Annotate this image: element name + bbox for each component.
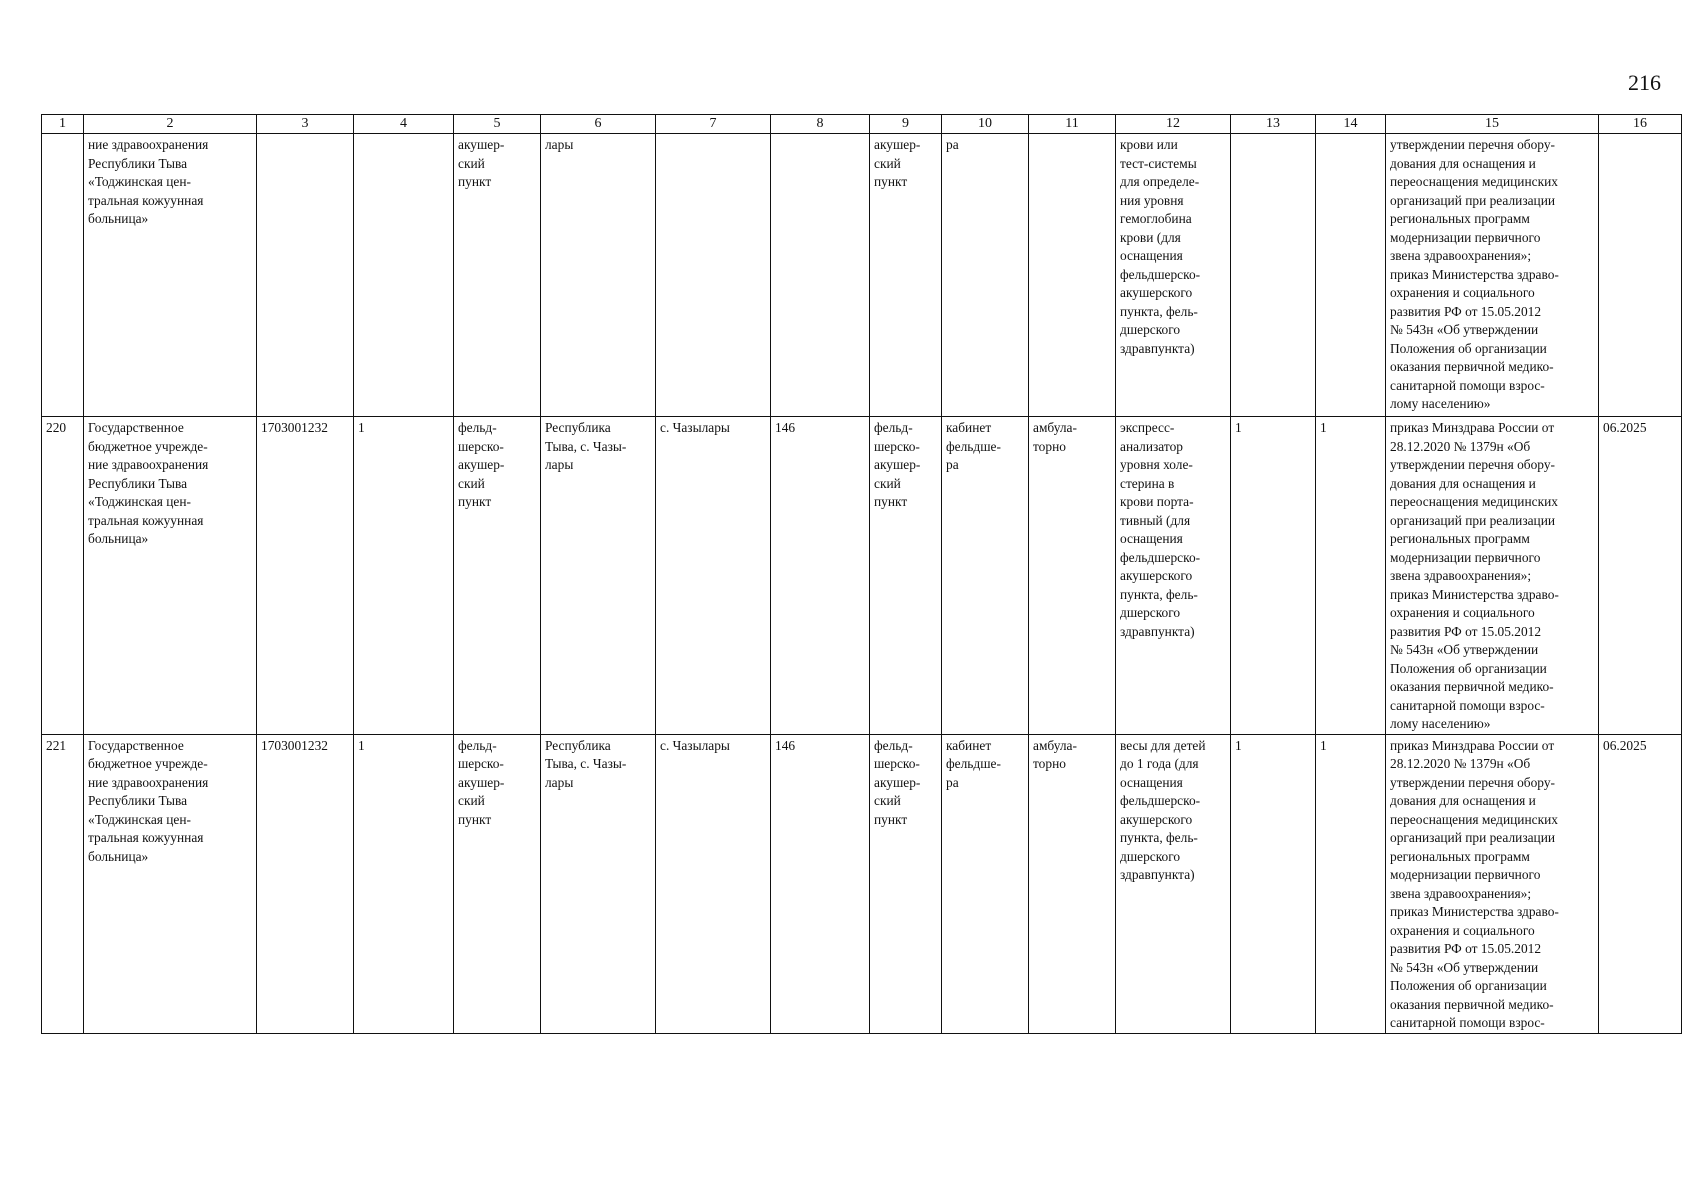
column-header: 10 — [942, 115, 1029, 134]
quantity-cell: 1 — [1316, 734, 1386, 1033]
row-number-cell — [42, 134, 84, 417]
equipment-cell: крови или тест-системы для определе- ния уровня гемоглобина крови (для оснащения фельдшерско- акушерского пункта, фель- дшерского здравпункта) — [1116, 134, 1231, 417]
address-cell: лары — [541, 134, 656, 417]
table-row-continuation — [42, 134, 1682, 417]
address-cell: Республика Тыва, с. Чазы- лары — [541, 417, 656, 735]
settlement-cell: с. Чазылары — [656, 734, 771, 1033]
column-header: 9 — [870, 115, 942, 134]
count-cell: 1 — [354, 734, 454, 1033]
population-cell: 146 — [771, 734, 870, 1033]
column-header: 14 — [1316, 115, 1386, 134]
subdivision-cell: фельд- шерско- акушер- ский пункт — [870, 417, 942, 735]
inn-cell — [257, 134, 354, 417]
count-cell — [354, 134, 454, 417]
unit-type-cell: акушер- ский пункт — [454, 134, 541, 417]
inn-cell: 1703001232 — [257, 417, 354, 735]
column-header: 2 — [84, 115, 257, 134]
column-header: 15 — [1386, 115, 1599, 134]
unit-type-cell: фельд- шерско- акушер- ский пункт — [454, 417, 541, 735]
page-number: 216 — [1628, 70, 1661, 95]
column-header: 6 — [541, 115, 656, 134]
legal-basis-cell: приказ Минздрава России от 28.12.2020 № 1379н «Об утверждении перечня обору- дования для оснащения и переоснащения медицинских организаций при реализации региональных программ модернизации первичного звена здравоохранения»; приказ Министерства здраво- охранения и социального развития РФ от 15.05.2012 № 543н «Об утверждении Положения об организации оказания первичной медико- санитарной помощи взрос- лому населению» — [1386, 417, 1599, 735]
room-cell: кабинет фельдше- ра — [942, 734, 1029, 1033]
row-number-cell: 221 — [42, 734, 84, 1033]
date-cell — [1599, 134, 1682, 417]
quantity-cell: 1 — [1231, 734, 1316, 1033]
column-header: 13 — [1231, 115, 1316, 134]
quantity-cell: 1 — [1231, 417, 1316, 735]
care-condition-cell: амбула- торно — [1029, 417, 1116, 735]
institution-cell: ние здравоохранения Республики Тыва «Тоджинская цен- тральная кожуунная больница» — [84, 134, 257, 417]
row-number-cell: 220 — [42, 417, 84, 735]
population-cell: 146 — [771, 417, 870, 735]
legal-basis-cell: приказ Минздрава России от 28.12.2020 № 1379н «Об утверждении перечня обору- дования для оснащения и переоснащения медицинских организаций при реализации региональных программ модернизации первичного звена здравоохранения»; приказ Министерства здраво- охранения и социального развития РФ от 15.05.2012 № 543н «Об утверждении Положения об организации оказания первичной медико- санитарной помощи взрос- — [1386, 734, 1599, 1033]
column-header: 11 — [1029, 115, 1116, 134]
column-header: 3 — [257, 115, 354, 134]
column-header: 12 — [1116, 115, 1231, 134]
equipment-cell: весы для детей до 1 года (для оснащения фельдшерско- акушерского пункта, фель- дшерского здравпункта) — [1116, 734, 1231, 1033]
address-cell: Республика Тыва, с. Чазы- лары — [541, 734, 656, 1033]
column-header: 7 — [656, 115, 771, 134]
column-header: 8 — [771, 115, 870, 134]
legal-basis-cell: утверждении перечня обору- дования для оснащения и переоснащения медицинских организаций при реализации региональных программ модернизации первичного звена здравоохранения»; приказ Министерства здраво- охранения и социального развития РФ от 15.05.2012 № 543н «Об утверждении Положения об организации оказания первичной медико- санитарной помощи взрос- лому населению» — [1386, 134, 1599, 417]
column-header: 1 — [42, 115, 84, 134]
quantity-cell — [1231, 134, 1316, 417]
care-condition-cell — [1029, 134, 1116, 417]
equipment-cell: экспресс- анализатор уровня холе- стерина в крови порта- тивный (для оснащения фельдшерско- акушерского пункта, фель- дшерского здравпункта) — [1116, 417, 1231, 735]
quantity-cell: 1 — [1316, 417, 1386, 735]
column-header: 4 — [354, 115, 454, 134]
table-row — [42, 417, 1682, 735]
unit-type-cell: фельд- шерско- акушер- ский пункт — [454, 734, 541, 1033]
population-cell — [771, 134, 870, 417]
room-cell: ра — [942, 134, 1029, 417]
room-cell: кабинет фельдше- ра — [942, 417, 1029, 735]
column-number-row — [42, 115, 1682, 134]
institution-cell: Государственное бюджетное учрежде- ние здравоохранения Республики Тыва «Тоджинская цен- тральная кожуунная больница» — [84, 734, 257, 1033]
settlement-cell: с. Чазылары — [656, 417, 771, 735]
subdivision-cell: фельд- шерско- акушер- ский пункт — [870, 734, 942, 1033]
quantity-cell — [1316, 134, 1386, 417]
care-condition-cell: амбула- торно — [1029, 734, 1116, 1033]
date-cell: 06.2025 — [1599, 734, 1682, 1033]
data-table — [41, 114, 1682, 1034]
column-header: 16 — [1599, 115, 1682, 134]
inn-cell: 1703001232 — [257, 734, 354, 1033]
table-row — [42, 734, 1682, 1033]
date-cell: 06.2025 — [1599, 417, 1682, 735]
subdivision-cell: акушер- ский пункт — [870, 134, 942, 417]
column-header: 5 — [454, 115, 541, 134]
institution-cell: Государственное бюджетное учрежде- ние здравоохранения Республики Тыва «Тоджинская цен- тральная кожуунная больница» — [84, 417, 257, 735]
settlement-cell — [656, 134, 771, 417]
count-cell: 1 — [354, 417, 454, 735]
